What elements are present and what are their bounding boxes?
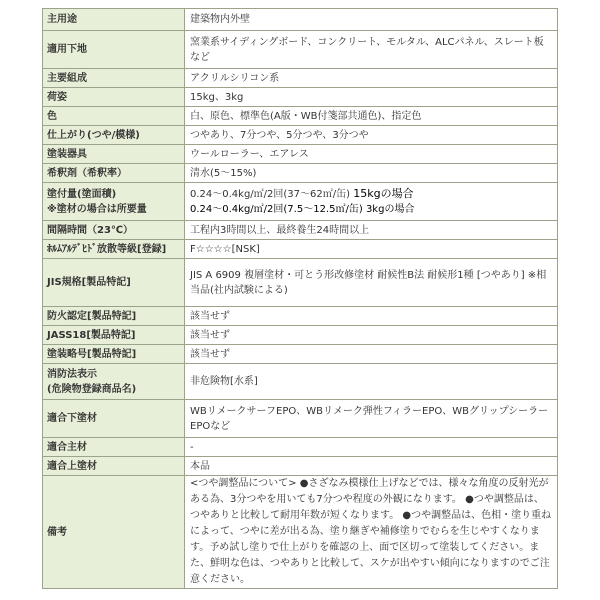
row-value: 窯業系サイディングボード、コンクリート、モルタル、ALCパネル、スレート板など bbox=[185, 31, 558, 69]
row-label: 塗装略号[製品特記] bbox=[43, 345, 185, 364]
table-row bbox=[43, 307, 558, 326]
row-label: ﾎﾙﾑｱﾙﾃﾞﾋﾄﾞ放散等級[登録] bbox=[43, 240, 185, 259]
table-row bbox=[43, 145, 558, 164]
table-row bbox=[43, 364, 558, 400]
row-value: 該当せず bbox=[185, 307, 558, 326]
row-label bbox=[43, 364, 185, 400]
table-row bbox=[43, 221, 558, 240]
row-label: 適合上塗材 bbox=[43, 457, 185, 476]
row-label: 適合主材 bbox=[43, 438, 185, 457]
row-label: JASS18[製品特記] bbox=[43, 326, 185, 345]
table-row bbox=[43, 183, 558, 221]
row-value: 工程内3時間以上、最終養生24時間以上 bbox=[185, 221, 558, 240]
row-label: 仕上がり(つや/模様) bbox=[43, 126, 185, 145]
row-label: 備考 bbox=[43, 476, 185, 589]
table-row bbox=[43, 438, 558, 457]
table-row bbox=[43, 31, 558, 69]
table-row bbox=[43, 326, 558, 345]
table-row bbox=[43, 240, 558, 259]
table-row bbox=[43, 107, 558, 126]
row-label: 間隔時間（23℃） bbox=[43, 221, 185, 240]
row-value: - bbox=[185, 438, 558, 457]
row-value: 該当せず bbox=[185, 326, 558, 345]
row-label bbox=[43, 183, 185, 221]
row-value: F☆☆☆☆[NSK] bbox=[185, 240, 558, 259]
row-value: 建築物内外壁 bbox=[185, 9, 558, 31]
coverage-line bbox=[190, 186, 552, 202]
row-label: 主用途 bbox=[43, 9, 185, 31]
row-value: つやあり、7分つや、5分つや、3分つや bbox=[185, 126, 558, 145]
row-value: 本品 bbox=[185, 457, 558, 476]
row-label: 適用下地 bbox=[43, 31, 185, 69]
row-value: アクリルシリコン系 bbox=[185, 69, 558, 88]
row-label: 主要組成 bbox=[43, 69, 185, 88]
spec-table-container bbox=[42, 8, 558, 589]
row-value bbox=[185, 183, 558, 221]
coverage-15kg: 0.24～0.4kg/㎡/2回(37～62㎡/缶) bbox=[190, 189, 351, 200]
row-label-line: ※塗材の場合は所要量 bbox=[47, 203, 147, 215]
row-label: 希釈剤（希釈率） bbox=[43, 164, 185, 183]
row-label-line: (危険物登録商品名) bbox=[47, 383, 137, 395]
row-value: 非危険物[水系] bbox=[185, 364, 558, 400]
table-row bbox=[43, 69, 558, 88]
row-value: 15kg、3kg bbox=[185, 88, 558, 107]
row-label: 色 bbox=[43, 107, 185, 126]
table-row bbox=[43, 476, 558, 589]
row-label: 荷姿 bbox=[43, 88, 185, 107]
row-value: <つや調整品について> ●さざなみ模様仕上げなどでは、様々な角度の反射光がある為、3分つやを用いても7分つや程度の外観になります。 ●つや調整品は、つやありと比較して耐用年数が短くなります。 ●つや調整品は、色相・塗り重ねによって、つやに差が出る為、塗り継ぎや補修塗りでむらを生じやすくなります。予め試し塗りで仕上がりを確認の上、面で区切って塗装してください。また、鮮明な色は、つやありと比較して、スケが出やすい傾向になりますのでご注意ください。 bbox=[185, 476, 558, 589]
row-label: 適合下塗材 bbox=[43, 400, 185, 438]
row-value: 該当せず bbox=[185, 345, 558, 364]
row-value: ウールローラー、エアレス bbox=[185, 145, 558, 164]
table-row bbox=[43, 457, 558, 476]
table-row bbox=[43, 88, 558, 107]
coverage-15kg-note: 15kgの場合 bbox=[353, 187, 414, 200]
row-label: 塗装器具 bbox=[43, 145, 185, 164]
row-value: 白、原色、標準色(A版・WB付箋部共通色)、指定色 bbox=[185, 107, 558, 126]
coverage-3kg-note: 3kgの場合 bbox=[365, 204, 415, 215]
row-value: WBリメークサーフEPO、WBリメーク弾性フィラーEPO、WBグリップシーラーEPOなど bbox=[185, 400, 558, 438]
table-row bbox=[43, 126, 558, 145]
table-row bbox=[43, 345, 558, 364]
row-label-line: 塗付量(塗面積) bbox=[47, 188, 117, 200]
coverage-3kg: 0.24～0.4kg/㎡/2回(7.5～12.5㎡/缶) bbox=[190, 204, 363, 215]
row-label-line: 消防法表示 bbox=[47, 368, 97, 380]
row-label: JIS規格[製品特記] bbox=[43, 259, 185, 307]
table-row bbox=[43, 259, 558, 307]
coverage-line bbox=[190, 202, 552, 217]
table-row bbox=[43, 164, 558, 183]
row-value: 清水(5～15%) bbox=[185, 164, 558, 183]
row-value: JIS A 6909 複層塗材・可とう形改修塗材 耐候性B法 耐候形1種 [つやあり] ※相当品(社内試験による) bbox=[185, 259, 558, 307]
table-row bbox=[43, 400, 558, 438]
table-row bbox=[43, 9, 558, 31]
row-label: 防火認定[製品特記] bbox=[43, 307, 185, 326]
spec-table bbox=[42, 8, 558, 589]
